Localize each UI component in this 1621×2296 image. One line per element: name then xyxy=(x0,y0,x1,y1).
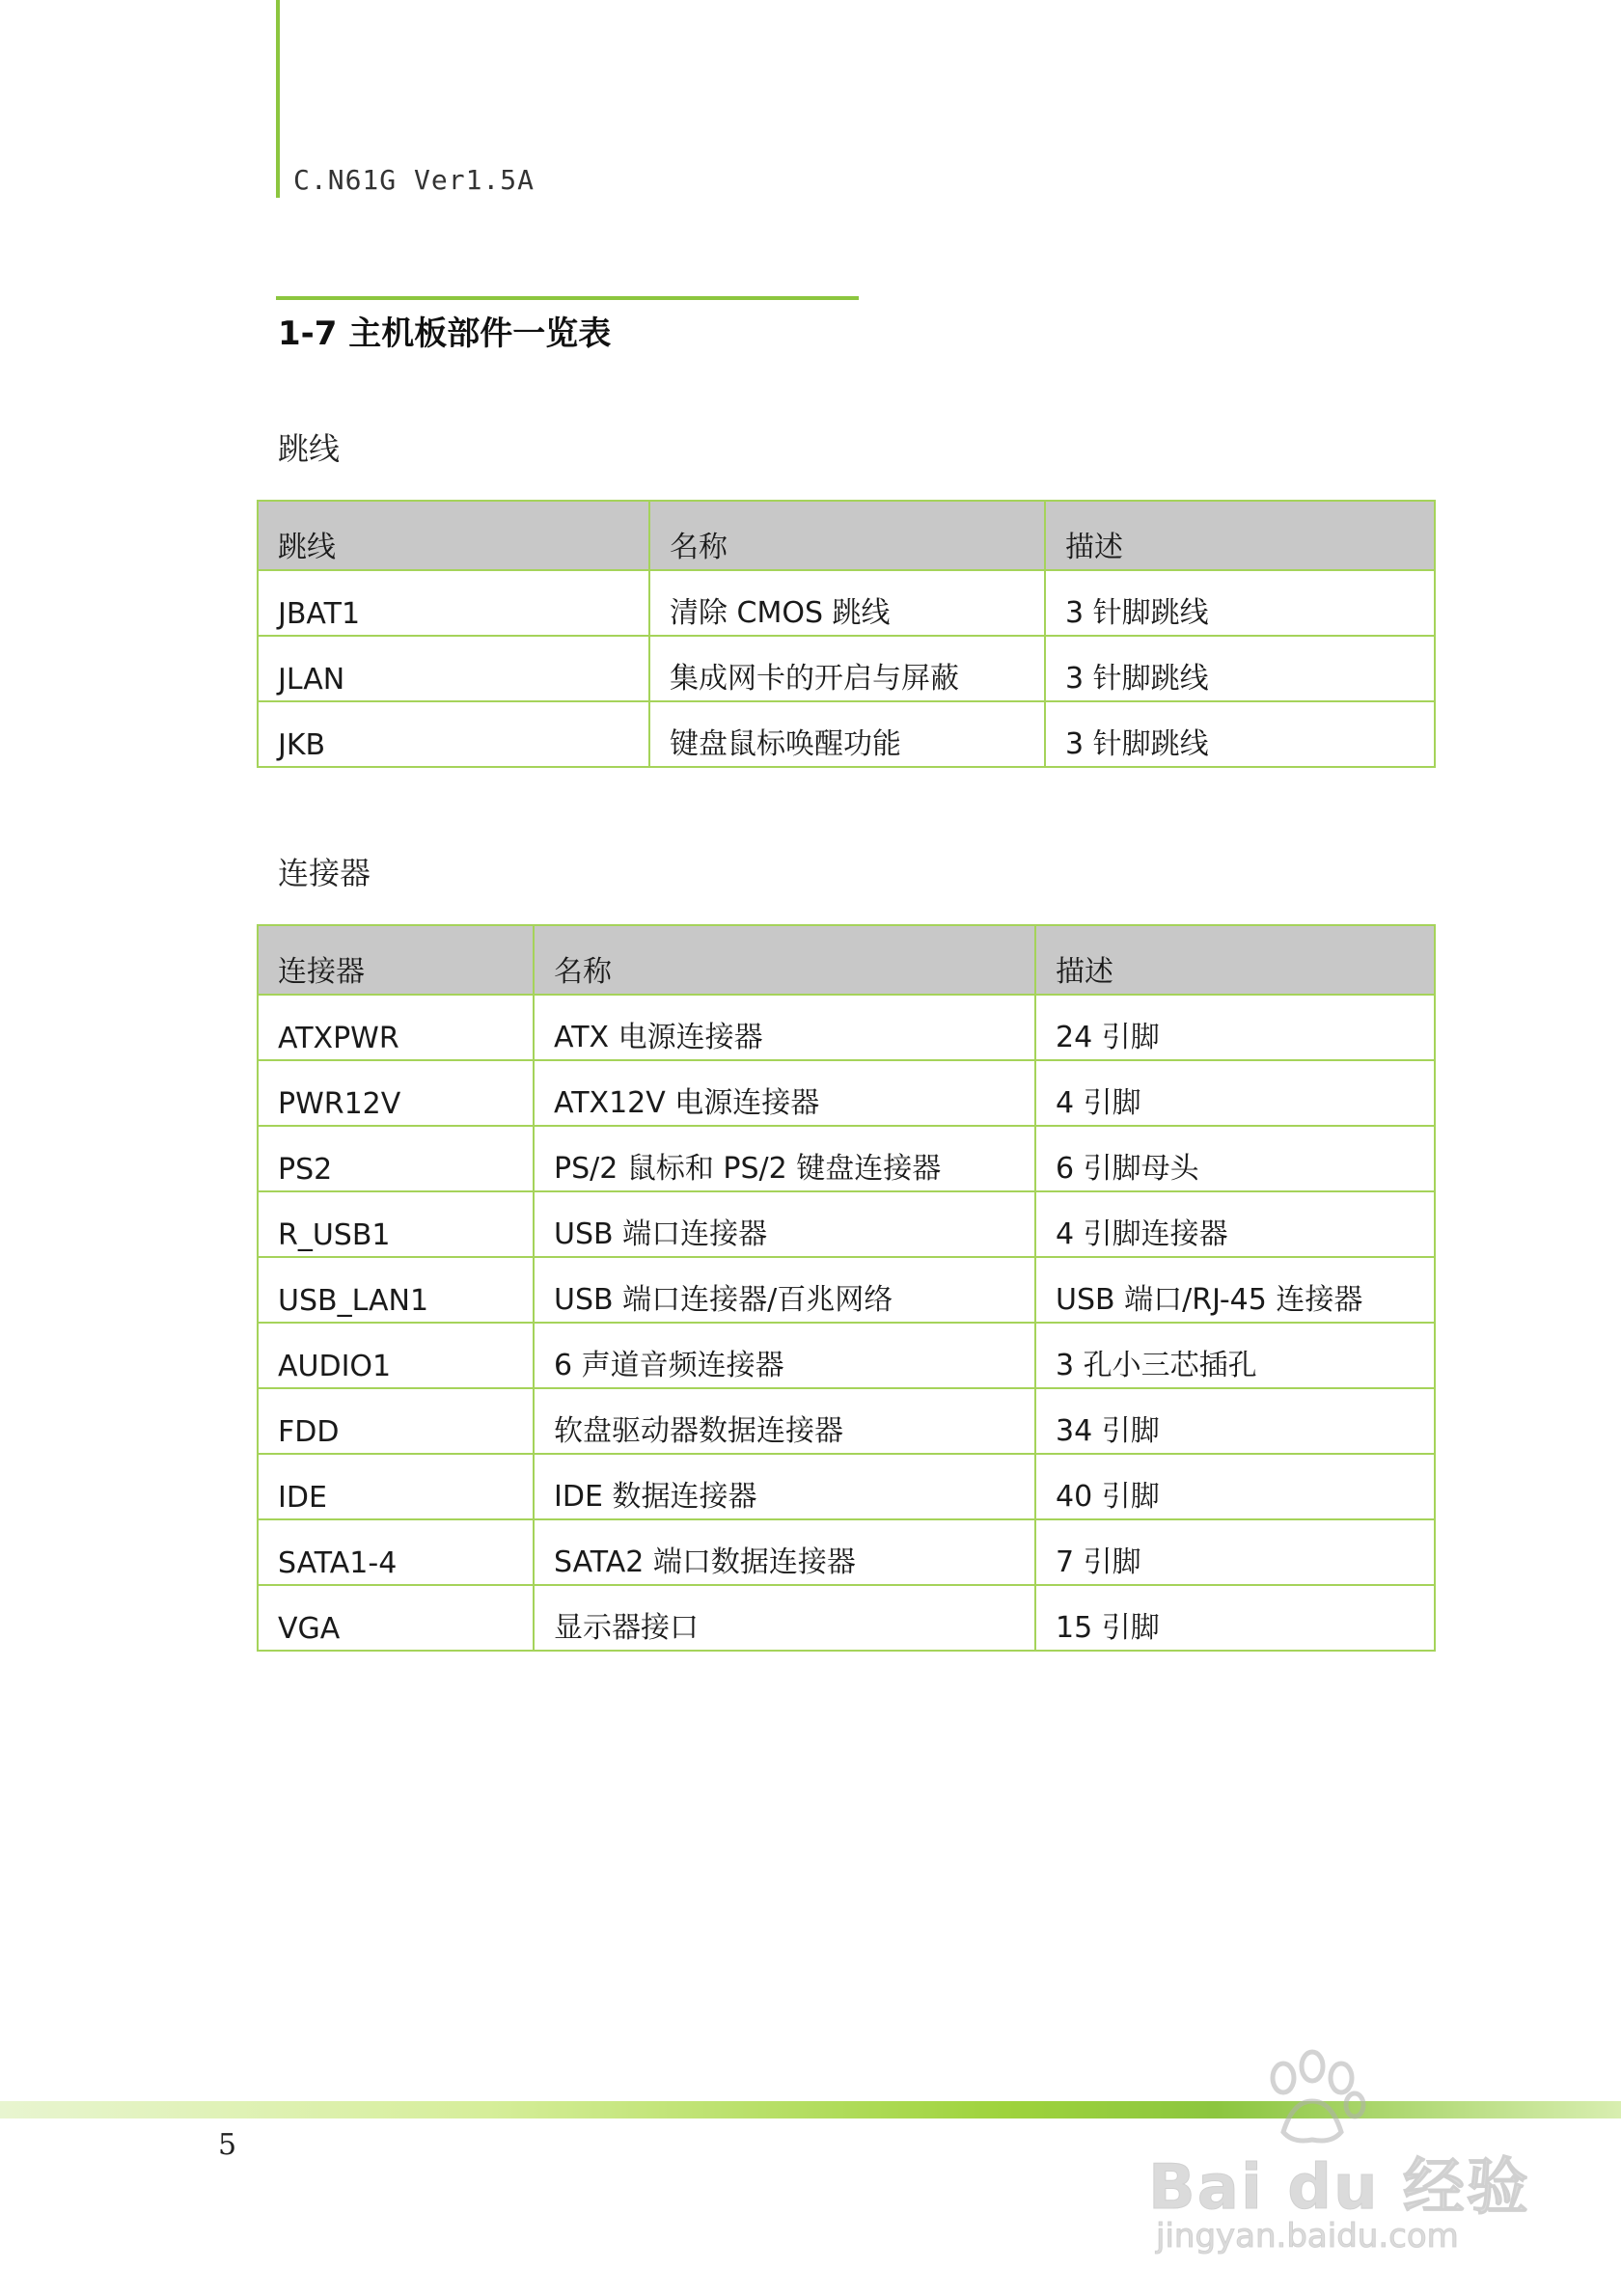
column-header: 名称 xyxy=(649,501,1045,570)
connectors-table xyxy=(257,924,1436,1652)
watermark-brand: Bai du 经验 xyxy=(1148,2152,1530,2224)
table-cell: 3 针脚跳线 xyxy=(1045,570,1435,636)
table-cell: 6 声道音频连接器 xyxy=(534,1323,1035,1388)
table-cell: 40 引脚 xyxy=(1035,1454,1435,1519)
table-cell: 显示器接口 xyxy=(534,1585,1035,1651)
table-row xyxy=(258,1126,1435,1191)
table-row xyxy=(258,1519,1435,1585)
column-header: 描述 xyxy=(1035,925,1435,995)
table-cell: USB_LAN1 xyxy=(258,1257,534,1323)
table-cell: USB 端口连接器/百兆网络 xyxy=(534,1257,1035,1323)
table-row xyxy=(258,995,1435,1060)
table-cell: VGA xyxy=(258,1585,534,1651)
table-cell: JKB xyxy=(258,701,649,767)
table-row xyxy=(258,636,1435,701)
table-cell: R_USB1 xyxy=(258,1191,534,1257)
column-header: 名称 xyxy=(534,925,1035,995)
table-cell: USB 端口连接器 xyxy=(534,1191,1035,1257)
table-cell: 软盘驱动器数据连接器 xyxy=(534,1388,1035,1454)
section-title: 1-7 主机板部件一览表 xyxy=(278,314,612,353)
connectors-heading: 连接器 xyxy=(278,855,371,891)
page-number: 5 xyxy=(218,2128,237,2162)
table-cell: ATX 电源连接器 xyxy=(534,995,1035,1060)
table-cell: 3 针脚跳线 xyxy=(1045,701,1435,767)
table-cell: 集成网卡的开启与屏蔽 xyxy=(649,636,1045,701)
table-row xyxy=(258,1585,1435,1651)
table-cell: PS2 xyxy=(258,1126,534,1191)
table-row xyxy=(258,1388,1435,1454)
table-row xyxy=(258,1323,1435,1388)
watermark-url: jingyan.baidu.com xyxy=(1156,2217,1459,2255)
table-cell: ATX12V 电源连接器 xyxy=(534,1060,1035,1126)
table-cell: USB 端口/RJ-45 连接器 xyxy=(1035,1257,1435,1323)
table-header-row xyxy=(258,925,1435,995)
table-cell: 清除 CMOS 跳线 xyxy=(649,570,1045,636)
baidu-jingyan-watermark xyxy=(1139,2045,1563,2257)
table-cell: 4 引脚 xyxy=(1035,1060,1435,1126)
column-header: 跳线 xyxy=(258,501,649,570)
paw-logo-icon xyxy=(1254,2045,1370,2151)
table-cell: PWR12V xyxy=(258,1060,534,1126)
table-cell: 24 引脚 xyxy=(1035,995,1435,1060)
table-row xyxy=(258,1454,1435,1519)
table-cell: SATA2 端口数据连接器 xyxy=(534,1519,1035,1585)
table-row xyxy=(258,1191,1435,1257)
jumpers-heading: 跳线 xyxy=(278,430,341,467)
table-cell: 键盘鼠标唤醒功能 xyxy=(649,701,1045,767)
table-cell: IDE 数据连接器 xyxy=(534,1454,1035,1519)
table-cell: 3 针脚跳线 xyxy=(1045,636,1435,701)
table-cell: PS/2 鼠标和 PS/2 键盘连接器 xyxy=(534,1126,1035,1191)
column-header: 描述 xyxy=(1045,501,1435,570)
table-cell: 3 孔小三芯插孔 xyxy=(1035,1323,1435,1388)
header-accent-bar xyxy=(276,0,280,198)
table-row xyxy=(258,1060,1435,1126)
table-header-row xyxy=(258,501,1435,570)
table-row xyxy=(258,570,1435,636)
table-cell: FDD xyxy=(258,1388,534,1454)
section-rule xyxy=(276,296,859,300)
model-version: C.N61G Ver1.5A xyxy=(293,164,536,196)
table-cell: 34 引脚 xyxy=(1035,1388,1435,1454)
table-cell: 7 引脚 xyxy=(1035,1519,1435,1585)
jumpers-table xyxy=(257,500,1436,768)
table-cell: 15 引脚 xyxy=(1035,1585,1435,1651)
table-cell: JLAN xyxy=(258,636,649,701)
table-row xyxy=(258,701,1435,767)
table-cell: 6 引脚母头 xyxy=(1035,1126,1435,1191)
table-cell: JBAT1 xyxy=(258,570,649,636)
table-cell: 4 引脚连接器 xyxy=(1035,1191,1435,1257)
table-row xyxy=(258,1257,1435,1323)
table-cell: SATA1-4 xyxy=(258,1519,534,1585)
column-header: 连接器 xyxy=(258,925,534,995)
table-cell: IDE xyxy=(258,1454,534,1519)
table-cell: ATXPWR xyxy=(258,995,534,1060)
table-cell: AUDIO1 xyxy=(258,1323,534,1388)
